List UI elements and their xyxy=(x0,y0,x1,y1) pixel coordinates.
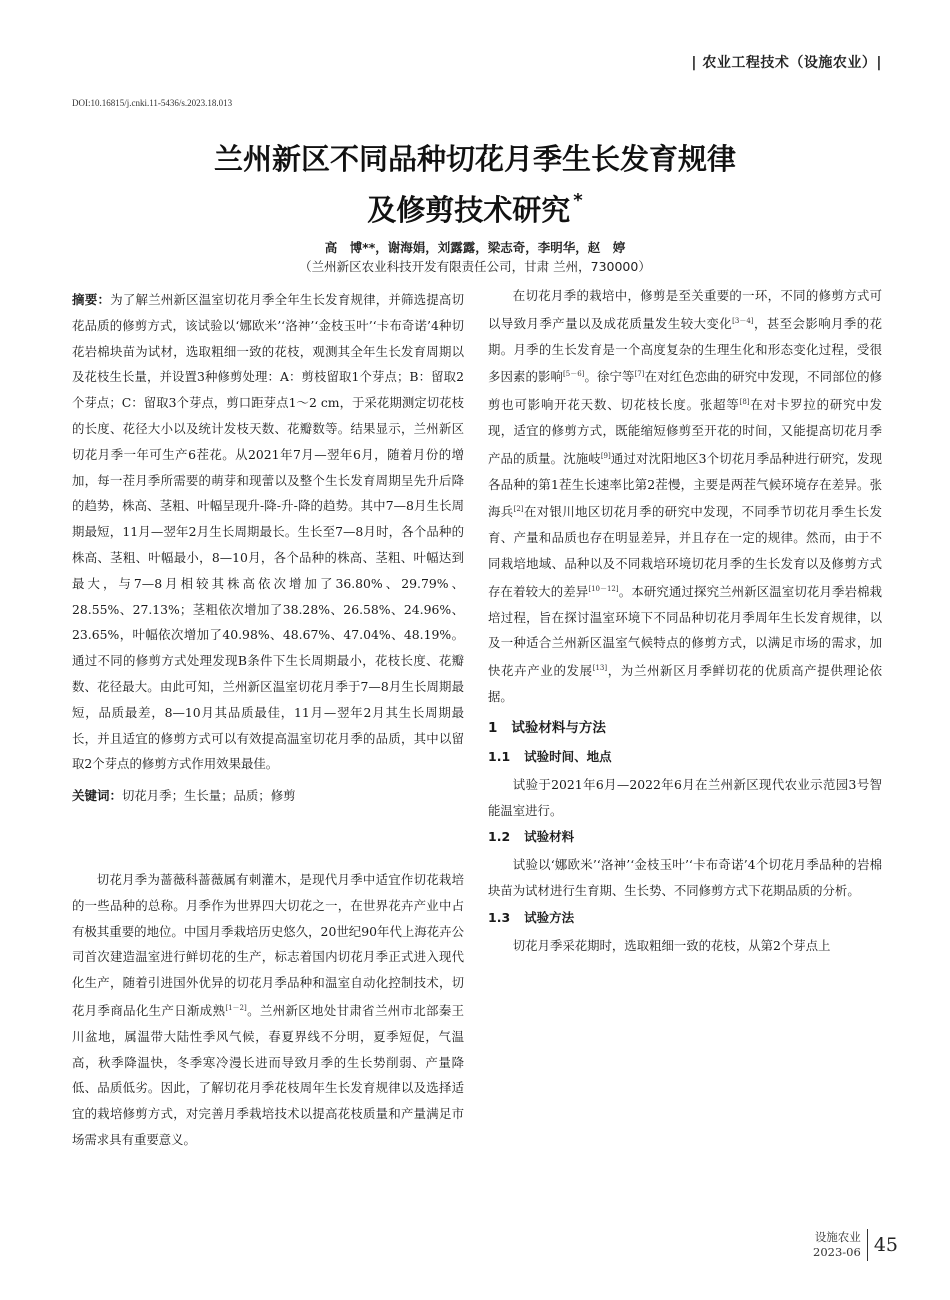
section-number: 1 xyxy=(488,719,498,736)
title-line-2-text: 及修剪技术研究 xyxy=(367,193,571,227)
abstract-block xyxy=(72,287,464,809)
citation: [8] xyxy=(739,398,750,407)
section-number: 1.2 xyxy=(488,829,511,845)
intro-p2-part-h: 。本研究通过探究兰州新区温室切花月季岩棉栽培过程，旨在探讨温室环境下不同品种切花月季周年生长发育规律，以及一种适合兰州新区温室气候特点的修剪方式，以满足市场的需求，加快花卉产业的发展 xyxy=(488,583,883,679)
right-column xyxy=(488,283,882,959)
affiliation: （兰州新区农业科技开发有限责任公司，甘肃 兰州，730000） xyxy=(299,259,651,274)
citation: [7] xyxy=(634,370,645,379)
section-1-1-heading xyxy=(488,745,882,769)
citation: [10－12] xyxy=(588,584,619,593)
intro-p1-part-b: 。兰州新区地处甘肃省兰州市北部秦王川盆地，属温带大陆性季风气候，春夏界线不分明，夏季短促，气温高，秋季降温快，冬季寒冷漫长进而导致月季的生长势削弱、产量降低、品质低劣。因此，了解切花月季花枝周年生长发育规律以及选择适宜的栽培修剪方式，对完善月季栽培技术以提高花枝质量和产量满足市场需求具有重要意义。 xyxy=(72,1002,465,1147)
section-1-heading xyxy=(488,716,882,740)
citation: [1－2] xyxy=(225,1003,247,1012)
section-1-2-heading xyxy=(488,825,882,849)
section-1-1-text: 试验于2021年6月—2022年6月在兰州新区现代农业示范园3号智能温室进行。 xyxy=(488,776,882,818)
citation: [13] xyxy=(592,664,608,673)
abstract-paragraph xyxy=(72,287,464,777)
intro-p2-part-g: 在对银川地区切花月季的研究中发现，不同季节切花月季生长发育、产量和品质也存在明显差异，并且存在一定的规律。然而，由于不同栽培地域、品种以及不同栽培环境切花月季的生长发育以及修剪方式存在着较大的差异 xyxy=(488,504,883,599)
intro-p2-part-a: 在切花月季的栽培中，修剪是至关重要的一环，不同的修剪方式可以导致月季产量以及成花质量发生较大变化 xyxy=(488,288,882,331)
section-1-3-heading xyxy=(488,906,882,930)
title-line-1: 兰州新区不同品种切花月季生长发育规律 xyxy=(213,142,736,176)
author-list: 高 博**，谢海娟，刘露露，梁志奇，李明华，赵 婷 xyxy=(324,240,626,255)
section-1-3-text: 切花月季采花期时，选取粗细一致的花枝，从第2个芽点上 xyxy=(512,937,831,953)
intro-p2-part-i: ，为兰州新区月季鲜切花的优质高产提供理论依据。 xyxy=(488,663,883,704)
journal-section-tag: | 农业工程技术（设施农业）| xyxy=(691,55,882,71)
intro-p2-part-c: 。徐宁等 xyxy=(584,369,635,385)
citation: [9] xyxy=(600,451,611,460)
page-footer xyxy=(813,1228,898,1262)
section-number: 1.3 xyxy=(488,909,511,925)
abstract-label: 摘要： xyxy=(72,292,111,307)
footer-journal xyxy=(813,1230,867,1260)
intro-p1-part-a: 切花月季为蔷薇科蔷薇属有刺灌木，是现代月季中适宜作切花栽培的一些品种的总称。月季作为世界四大切花之一，在世界花卉产业中占有极其重要的地位。中国月季栽培历史悠久，20世纪90年代上海花卉公司首次建造温室进行鲜切花的生产，标志着国内切花月季正式进入现代化生产，随着引进国外优异的切花月季品种和温室自动化控制技术，切花月季商品化生产日渐成熟 xyxy=(72,871,464,1018)
intro-p2-part-f: 通过对沈阳地区3个切花月季品种进行研究，发现各品种的第1茬生长速率比第2茬慢，主要是两茬气候环境存在差异。张海兵 xyxy=(488,450,883,520)
article-title xyxy=(0,138,950,231)
intro-paragraph-2 xyxy=(488,283,882,710)
keywords-paragraph xyxy=(72,783,464,809)
keywords-text: 切花月季；生长量；品质；修剪 xyxy=(122,788,296,804)
section-title: 试验材料与方法 xyxy=(511,719,606,736)
title-line-2 xyxy=(0,180,950,231)
intro-p2-part-b: ，甚至会影响月季的花期。月季的生长发育是一个高度复杂的生理生化和形态变化过程，受很多因素的影响 xyxy=(488,315,883,385)
section-number: 1.1 xyxy=(488,748,511,764)
title-footnote-mark: * xyxy=(573,190,583,211)
intro-p2-part-e: 在对卡罗拉的研究中发现，适宜的修剪方式，既能缩短修剪至开花的时间，又能提高切花月季产品的质量。沈施岐 xyxy=(488,397,883,466)
keywords-label: 关键词： xyxy=(72,788,123,804)
section-title: 试验材料 xyxy=(524,829,575,845)
doi-line: DOI:10.16815/j.cnki.11-5436/s.2023.18.013 xyxy=(72,98,233,108)
intro-paragraph-1 xyxy=(72,867,464,1153)
section-title: 试验时间、地点 xyxy=(524,748,612,764)
intro-p2-part-d: 在对红色恋曲的研究中发现，不同部位的修剪也可影响开花天数、切花枝长度。张超等 xyxy=(488,369,883,413)
abstract-text: 为了解兰州新区温室切花月季全年生长发育规律，并筛选提高切花品质的修剪方式，该试验以‘娜欧米’‘洛神’‘金枝玉叶’‘卡布奇诺’4种切花岩棉块苗为试材，选取粗细一致的花枝，观测其全年生长发育周期以及花枝生长量，并设置3种修剪处理：A：剪枝留取1个芽点；B：留取2个芽点；C：留取3个芽点，剪口距芽点1～2 cm，于采花期测定切花枝的长度、花径大小以及统计发枝天数、花瓣数等。结果显示，兰州新区切花月季一年可生产6茬花。从2021年7月—翌年6月，随着月份的增加，每一茬月季所需要的萌芽和现蕾以及整个生长发育周期呈先升后降的趋势，株高、茎粗、叶幅呈现升-降-升-降的趋势。其中7—8月生长周期最短，11月—翌年2月生长周期最长。生长至7—8月时，各个品种的株高、茎粗、叶幅最小，8—10月，各个品种的株高、茎粗、叶幅达到最大，与7—8月相较其株高依次增加了36.80%、29.79%、28.55%、27.13%；茎粗依次增加了38.28%、26.58%、24.96%、23.65%，叶幅依次增加了40.98%、48.67%、47.04%、48.19%。通过不同的修剪方式处理发现B条件下生长周期最小，花枝长度、花瓣数、花径最大。由此可知，兰州新区温室切花月季于7—8月生长周期最短，品质最差，8—10月其品质最佳，11月—翌年2月其生长周期最长，并且适宜的修剪方式可以有效提高温室切花月季的品质，其中以留取2个芽点的修剪方式作用效果最佳。 xyxy=(72,292,464,772)
right-body xyxy=(488,283,882,959)
section-title: 试验方法 xyxy=(524,909,575,925)
footer-journal-name: 设施农业 xyxy=(814,1230,861,1244)
citation: [2] xyxy=(513,505,524,514)
page-number: 45 xyxy=(873,1234,898,1256)
footer-issue: 2023-06 xyxy=(813,1245,861,1259)
citation: [5－6] xyxy=(563,370,585,379)
footer-divider xyxy=(867,1229,868,1261)
citation: [3－4] xyxy=(732,316,754,325)
left-column xyxy=(72,287,464,1153)
intro-body xyxy=(72,867,464,1153)
section-1-2-text: 试验以‘娜欧米’‘洛神’‘金枝玉叶’‘卡布奇诺’4个切花月季品种的岩棉块苗为试材进行生育期、生长势、不同修剪方式下花期品质的分析。 xyxy=(488,857,882,899)
